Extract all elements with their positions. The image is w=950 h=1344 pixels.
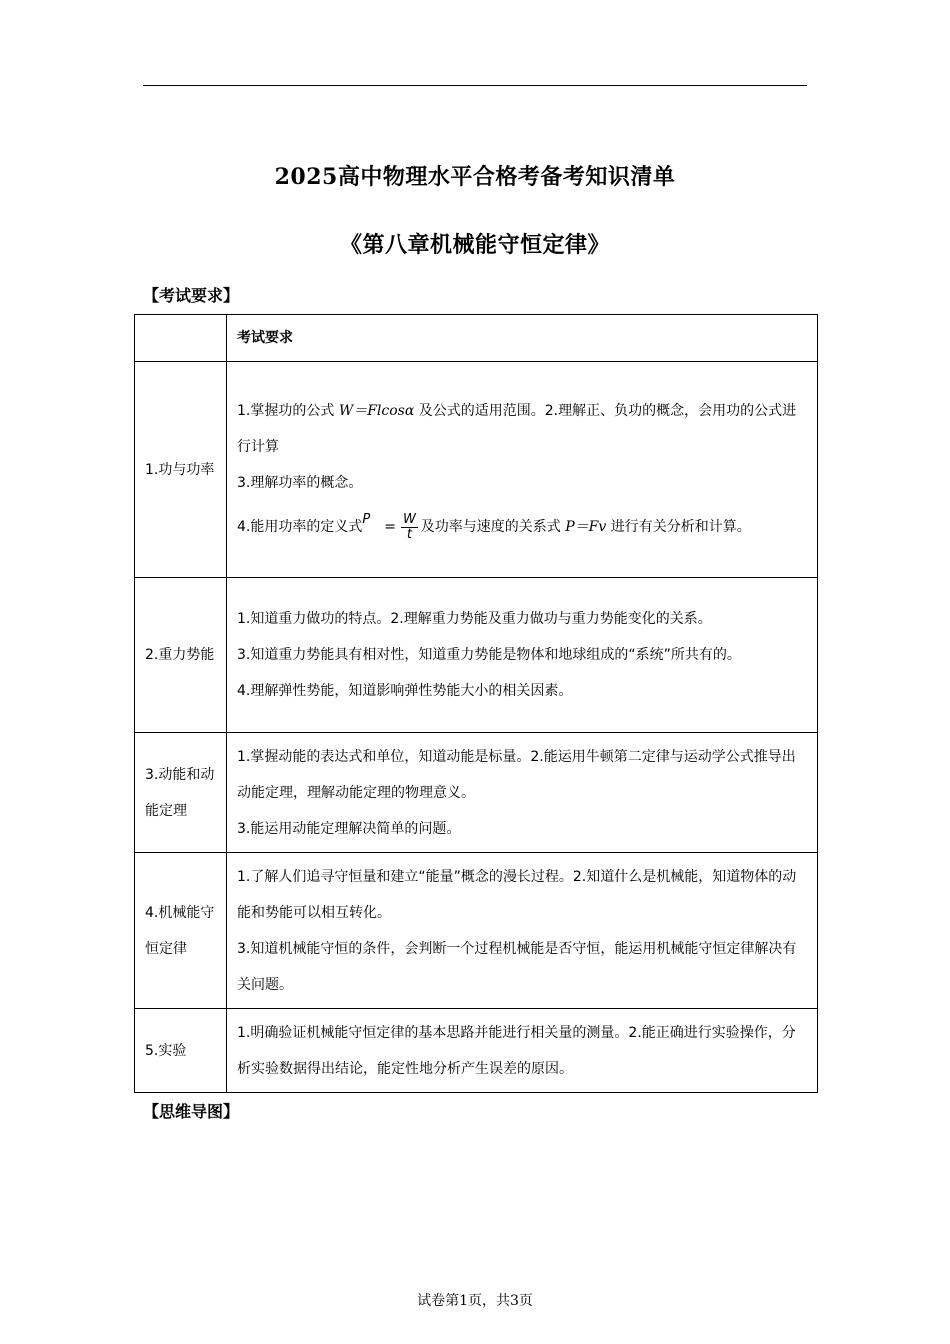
table-row	[135, 362, 818, 578]
content-line: 1.了解人们追寻守恒量和建立“能量”概念的漫长过程。2.知道什么是机械能，知道物体的动能和势能可以相互转化。	[237, 868, 797, 921]
content-line: 3.理解功率的概念。	[237, 475, 363, 491]
row-topic: 3.动能和动能定理	[135, 733, 227, 853]
row-content	[227, 362, 818, 578]
table-row	[135, 733, 818, 853]
table-row	[135, 853, 818, 1009]
row-content	[227, 578, 818, 733]
content-line: 4.能用功率的定义式P = $\frac{W}{t}$ 及功率与速度的关系式 P＝Fv 进行有关分析和计算。	[237, 511, 751, 542]
row-topic: 5.实验	[135, 1009, 227, 1093]
row-topic: 2.重力势能	[135, 578, 227, 733]
exam-requirements-table	[134, 314, 818, 1093]
row-topic: 1.功与功率	[135, 362, 227, 578]
header-rule	[143, 85, 807, 86]
content-line: 3.能运用动能定理解决简单的问题。	[237, 820, 461, 837]
row-content	[227, 853, 818, 1009]
row-content	[227, 1009, 818, 1093]
table-row	[135, 578, 818, 733]
row-topic: 4.机械能守恒定律	[135, 853, 227, 1009]
table-header-row	[135, 315, 818, 362]
content-text: 1.掌握功的公式 W＝Flcosα 及公式的适用范围。2.理解正、负功的概念，会用功的公式进行计算	[237, 403, 797, 455]
content-line: 3.知道机械能守恒的条件，会判断一个过程机械能是否守恒，能运用机械能守恒定律解决有关问题。	[237, 940, 797, 993]
section-heading-exam-requirements: 【考试要求】	[143, 286, 240, 305]
header-exam-requirements: 考试要求	[227, 315, 818, 362]
content-line: 3.知道重力势能具有相对性，知道重力势能是物体和地球组成的“系统”所共有的。	[237, 647, 741, 663]
chapter-subtitle: 《第八章机械能守恒定律》	[339, 232, 610, 258]
power-formula: P＝Fv	[565, 519, 607, 535]
content-line: 4.理解弹性势能，知道影响弹性势能大小的相关因素。	[237, 683, 573, 699]
content-line: 1.掌握动能的表达式和单位，知道动能是标量。2.能运用牛顿第二定律与运动学公式推导出动能定理，理解动能定理的物理意义。	[237, 748, 796, 801]
work-formula: W＝Flcosα	[338, 403, 415, 419]
row-content	[227, 733, 818, 853]
section-heading-mind-map: 【思维导图】	[143, 1102, 240, 1121]
document-title: 2025高中物理水平合格考备考知识清单	[274, 164, 676, 190]
power-variable: P	[362, 512, 371, 527]
power-fraction: $\frac{W}{t}$	[402, 511, 416, 542]
header-empty-cell	[135, 315, 227, 362]
content-line: 1.明确验证机械能守恒定律的基本思路并能进行相关量的测量。2.能正确进行实验操作，分析实验数据得出结论，能定性地分析产生误差的原因。	[237, 1024, 796, 1077]
content-line: 1.知道重力做功的特点。2.理解重力势能及重力做功与重力势能变化的关系。	[237, 611, 712, 627]
page-footer: 试卷第1页，共3页	[417, 1293, 533, 1309]
table-row	[135, 1009, 818, 1093]
